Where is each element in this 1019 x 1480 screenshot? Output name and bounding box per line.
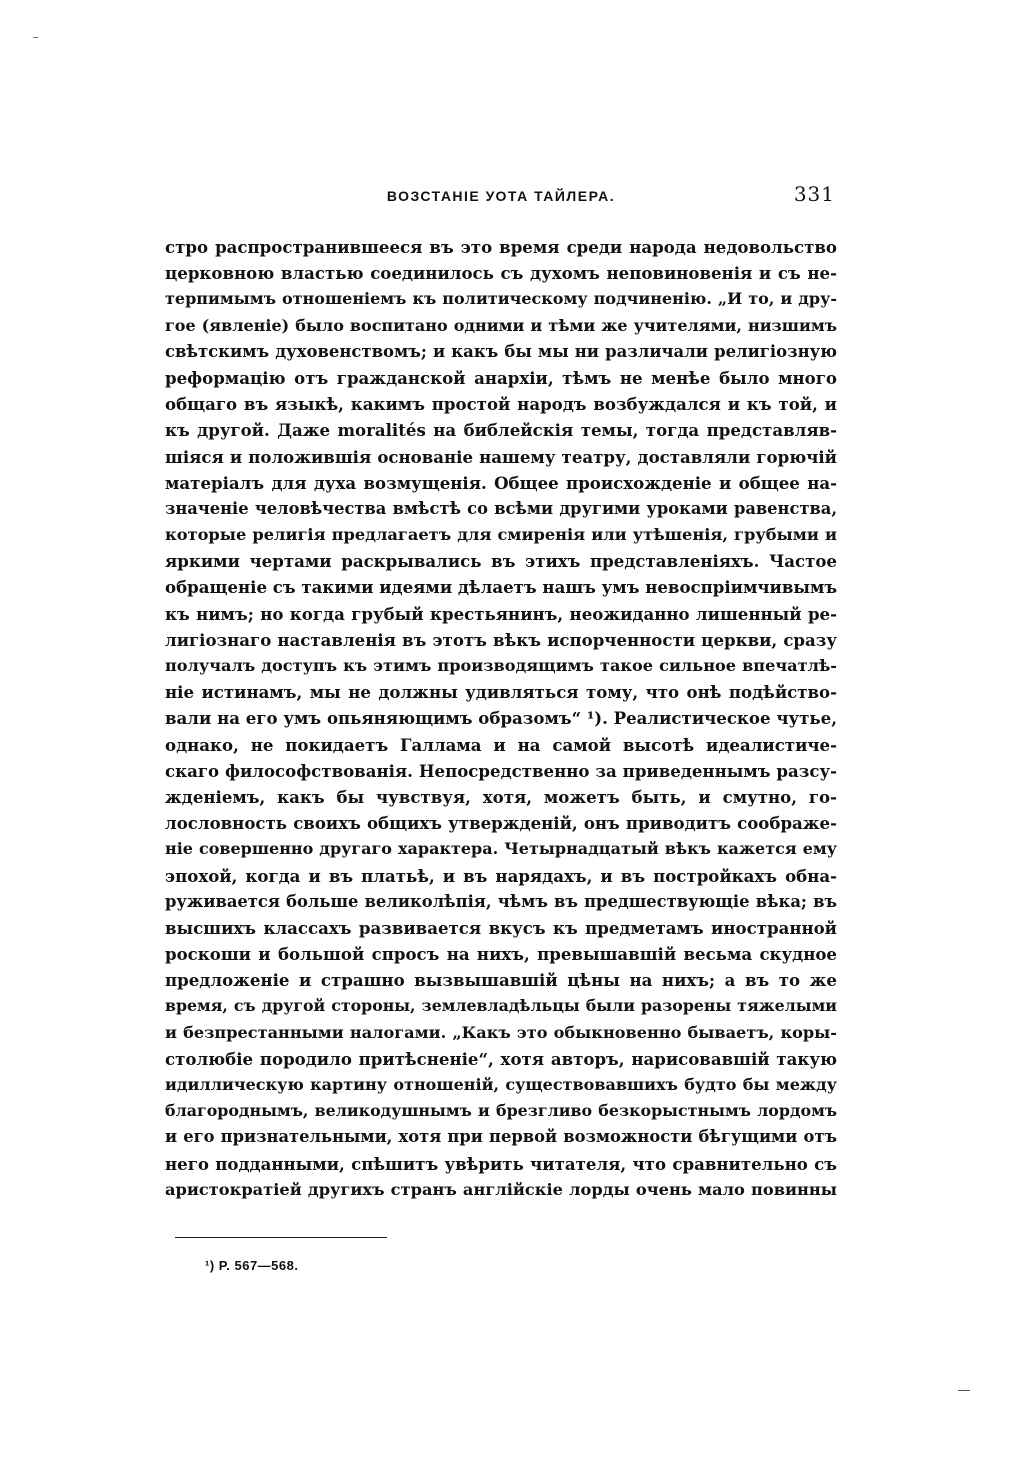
- page-number: 331: [793, 182, 835, 206]
- text-line: благороднымъ, великодушнымъ и брезгливо безкорыстнымъ лордомъ: [165, 1101, 837, 1121]
- text-line: эпохой, когда и въ платьѣ, и въ нарядахъ, и въ постройкахъ обна-: [165, 865, 837, 886]
- text-line: реформацію отъ гражданской анархіи, тѣмъ не менѣе было много: [165, 367, 837, 388]
- text-line: идиллическую картину отношеній, существовавшихъ будто бы между: [165, 1075, 837, 1094]
- text-line: получалъ доступъ къ этимъ производящимъ такое сильное впечатлѣ-: [165, 656, 837, 675]
- text-line: свѣтскимъ духовенствомъ; и какъ бы мы ни различали религіозную: [165, 341, 837, 361]
- text-line: стро распространившееся въ это время среди народа недовольство: [165, 237, 837, 257]
- text-line: него подданными, спѣшитъ увѣрить читателя, что сравнительно съ: [165, 1153, 837, 1174]
- text-line: къ нимъ; но когда грубый крестьянинъ, неожиданно лишенный ре-: [165, 603, 837, 624]
- text-line: роскоши и большой спросъ на нихъ, превышавшій весьма скудное: [165, 944, 837, 965]
- book-page: [165, 180, 837, 1273]
- text-line: обращеніе съ такими идеями дѣлаетъ нашъ умъ невоспріимчивымъ: [165, 577, 837, 598]
- text-line: и его признательными, хотя при первой возможности бѣгущими отъ: [165, 1127, 837, 1147]
- text-line: матеріалъ для духа возмущенія. Общее происхожденіе и общее на-: [165, 472, 837, 493]
- text-line: общаго въ языкѣ, какимъ простой народъ возбуждался и къ той, и: [165, 394, 837, 415]
- text-line: шіяся и положившія основаніе нашему театру, доставляли горючій: [165, 446, 837, 467]
- text-line: гое (явленіе) было воспитано одними и тѣми же учителями, низшимъ: [165, 315, 837, 335]
- text-line: аристократіей другихъ странъ англійскіе лорды очень мало повинны: [165, 1179, 837, 1199]
- text-line: лословность своихъ общихъ утвержденій, онъ приводитъ соображе-: [165, 813, 837, 834]
- text-line: столюбіе породило притѣсненіе“, хотя авторъ, нарисовавшій такую: [165, 1048, 837, 1069]
- text-line: предложеніе и страшно вызвышавшій цѣны на нихъ; а въ то же: [165, 970, 837, 991]
- text-line: къ другой. Даже moralités на библейскія темы, тогда представляв-: [165, 420, 837, 441]
- text-line: церковною властью соединилось съ духомъ неповиновенія и съ не-: [165, 263, 837, 284]
- text-line: терпимымъ отношеніемъ къ политическому подчиненію. „И то, и дру-: [165, 289, 837, 309]
- footnote-rule: [175, 1237, 387, 1238]
- running-header: [165, 180, 837, 216]
- body-text: [165, 234, 837, 1203]
- running-title: ВОЗСТАНІЕ УОТА ТАЙЛЕРА.: [386, 188, 616, 204]
- text-line: лигіознаго наставленія въ этотъ вѣкъ испорченности церкви, сразу: [165, 629, 837, 650]
- text-line: яркими чертами раскрывались въ этихъ представленіяхъ. Частое: [165, 551, 837, 572]
- text-line: вали на его умъ опьяняющимъ образомъ“ ¹). Реалистическое чутье,: [165, 708, 837, 729]
- text-line: время, съ другой стороны, землевладѣльцы были разорены тяжелыми: [165, 996, 837, 1016]
- text-line: руживается больше великолѣпія, чѣмъ въ предшествующіе вѣка; въ: [165, 891, 837, 911]
- scan-mark-top-left: [33, 37, 38, 38]
- text-line: однако, не покидаетъ Галлама и на самой высотѣ идеалистиче-: [165, 734, 837, 755]
- text-line: ніе истинамъ, мы не должны удивляться тому, что онѣ подѣйство-: [165, 682, 837, 703]
- footnote: ¹) P. 567—568.: [205, 1257, 299, 1273]
- text-line: скаго философствованія. Непосредственно за приведеннымъ разсу-: [165, 760, 837, 781]
- scan-mark-bottom-right: [958, 1390, 970, 1391]
- text-line: и безпрестанными налогами. „Какъ это обыкновенно бываетъ, коры-: [165, 1022, 837, 1042]
- text-line: ніе совершенно другаго характера. Четырнадцатый вѣкъ кажется ему: [165, 839, 837, 859]
- text-line: которые религія предлагаетъ для смиренія или утѣшенія, грубыми и: [165, 525, 837, 545]
- text-line: значеніе человѣчества вмѣстѣ со всѣми другими уроками равенства,: [165, 498, 837, 518]
- text-line: высшихъ классахъ развивается вкусъ къ предметамъ иностранной: [165, 917, 837, 938]
- text-line: жденіемъ, какъ бы чувствуя, хотя, можетъ быть, и смутно, го-: [165, 786, 837, 807]
